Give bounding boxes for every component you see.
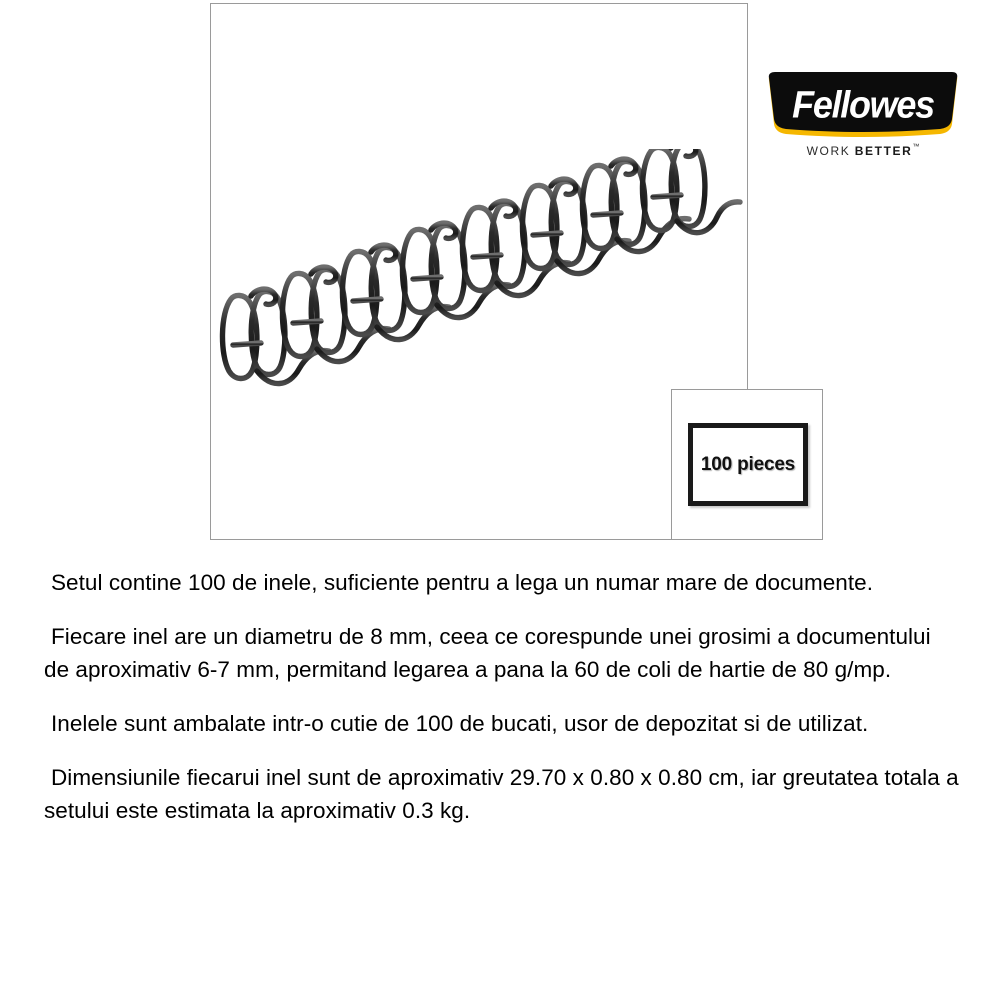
wire-coil-illustration <box>213 149 747 409</box>
product-description <box>44 566 960 827</box>
fellowes-logo <box>766 72 960 168</box>
wire-binding-coil-photo <box>211 4 747 539</box>
pieces-count-label: 100 pieces <box>700 453 796 475</box>
description-paragraph: Fiecare inel are un diametru de 8 mm, ceea ce corespunde unei grosimi a documentului de aproximativ 6-7 mm, permitand legarea a pana la 60 de coli de hartie de 80 g/mp. <box>44 624 931 682</box>
description-paragraph: Inelele sunt ambalate intr-o cutie de 100 de bucati, usor de depozitat si de utilizat. <box>51 711 869 736</box>
logo-tagline <box>766 142 960 160</box>
pieces-count-inner-frame <box>688 423 808 506</box>
description-paragraph: Setul contine 100 de inele, suficiente pentru a lega un numar mare de documente. <box>51 570 874 595</box>
description-paragraph: Dimensiunile fiecarui inel sunt de aproximativ 29.70 x 0.80 x 0.80 cm, iar greutatea totala a setului este estimata la aproximativ 0.3 kg. <box>44 765 959 823</box>
pieces-count-badge <box>671 389 823 540</box>
logo-tagline-better: BETTER <box>854 144 913 158</box>
trademark-icon: ™ <box>912 143 920 151</box>
product-image-frame <box>210 3 748 540</box>
logo-banner-shape <box>766 72 960 138</box>
logo-tagline-work: WORK <box>806 144 851 158</box>
logo-wordmark-text: Fellowes <box>792 82 934 127</box>
